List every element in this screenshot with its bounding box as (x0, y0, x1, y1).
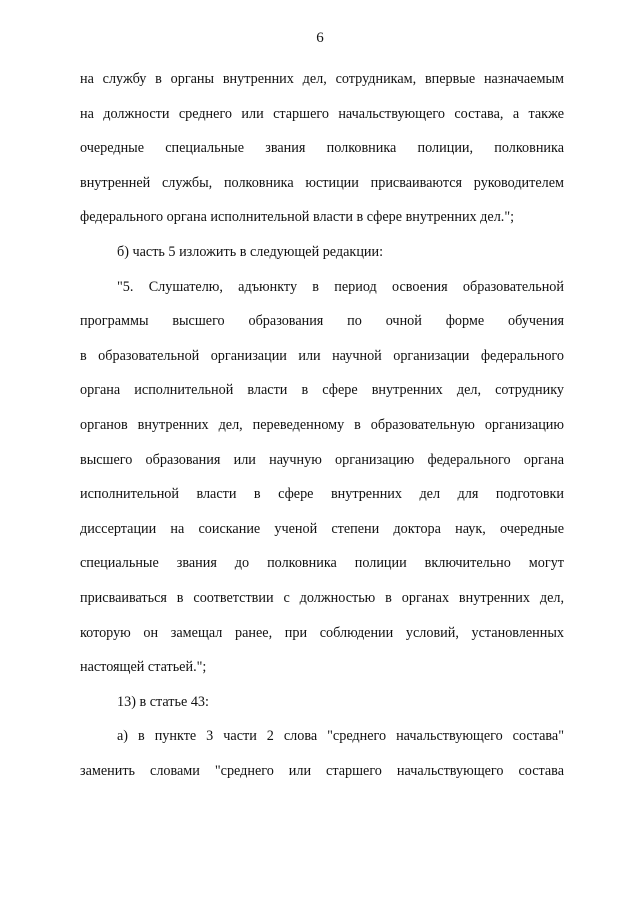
text-line: на службу в органы внутренних дел, сотрудникам, впервые назначаемым (80, 71, 564, 87)
text-line: присваиваться в соответствии с должностью в органах внутренних дел, (80, 589, 564, 606)
text-line: внутренней службы, полковника юстиции присваиваются руководителем (80, 174, 564, 191)
text-line: исполнительной власти в сфере внутренних дел для подготовки (80, 486, 564, 503)
text-line: настоящей статьей."; (80, 659, 207, 676)
text-line: "5. Слушателю, адъюнкту в период освоения образовательной (117, 278, 564, 295)
text-line: в образовательной организации или научной организации федерального (80, 347, 564, 364)
text-line: б) часть 5 изложить в следующей редакции: (117, 243, 384, 260)
text-line: высшего образования или научную организацию федерального органа (80, 451, 564, 468)
text-line: диссертации на соискание ученой степени доктора наук, очередные (80, 520, 564, 537)
text-line: очередные специальные звания полковника полиции, полковника (80, 140, 564, 157)
text-line: а) в пункте 3 части 2 слова "среднего начальствующего состава" (117, 728, 564, 745)
text-line: органов внутренних дел, переведенному в образовательную организацию (80, 416, 564, 433)
document-body (80, 62, 564, 788)
text-line: заменить словами "среднего или старшего начальствующего состава (80, 762, 564, 779)
text-line: на должности среднего или старшего начальствующего состава, а также (80, 105, 564, 122)
text-line: программы высшего образования по очной форме обучения (80, 313, 564, 330)
page-number: 6 (316, 30, 324, 46)
text-line: федерального органа исполнительной власти в сфере внутренних дел."; (80, 209, 515, 226)
text-line: специальные звания до полковника полиции включительно могут (80, 555, 564, 572)
text-line: которую он замещал ранее, при соблюдении условий, установленных (80, 624, 564, 641)
text-line: органа исполнительной власти в сфере внутренних дел, сотруднику (80, 382, 564, 399)
text-line: 13) в статье 43: (117, 693, 209, 710)
